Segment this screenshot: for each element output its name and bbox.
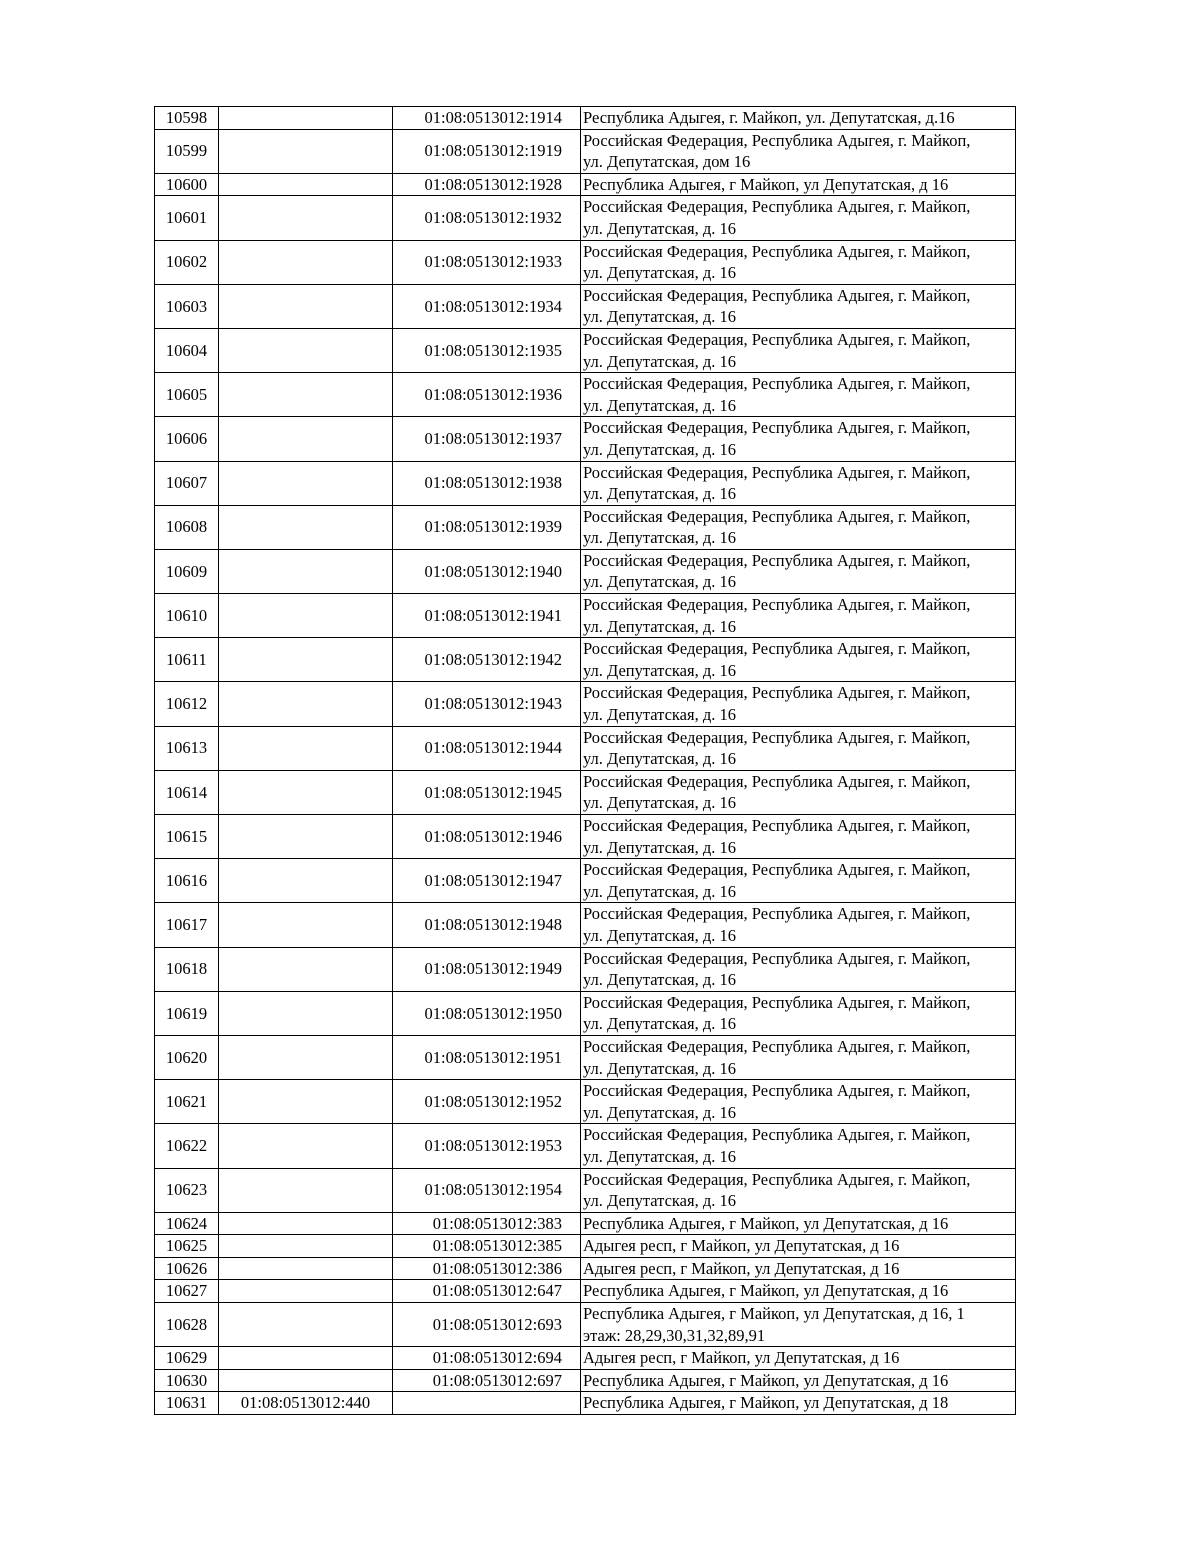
address-line: этаж: 28,29,30,31,32,89,91 (583, 1325, 766, 1345)
address-line: Российская Федерация, Республика Адыгея, г. Майкоп, (583, 1169, 971, 1189)
cadastral-number-cell (219, 328, 393, 372)
cadastral-number-cell (219, 505, 393, 549)
cadastral-number-cell: 01:08:0513012:440 (219, 1392, 393, 1415)
address-line: Российская Федерация, Республика Адыгея, г. Майкоп, (583, 241, 971, 261)
row-number-cell: 10607 (155, 461, 219, 505)
cadastral-number-cell (219, 240, 393, 284)
address-line: ул. Депутатская, д. 16 (583, 1146, 736, 1166)
address-line: Российская Федерация, Республика Адыгея, г. Майкоп, (583, 1036, 971, 1056)
cadastral-number-cell (219, 1235, 393, 1258)
table-row (155, 328, 1016, 372)
address-line: Республика Адыгея, г Майкоп, ул Депутатская, д 16 (583, 1213, 949, 1233)
cadastral-number-cell (219, 461, 393, 505)
address-line: Российская Федерация, Республика Адыгея, г. Майкоп, (583, 1125, 971, 1145)
row-number-cell: 10605 (155, 373, 219, 417)
cadastral-number-cell (219, 1257, 393, 1280)
premises-cadastral-number-cell: 01:08:0513012:1934 (393, 284, 581, 328)
row-number-cell: 10629 (155, 1347, 219, 1370)
address-line: Российская Федерация, Республика Адыгея, г. Майкоп, (583, 462, 971, 482)
row-number-cell: 10614 (155, 770, 219, 814)
address-cell (581, 770, 1016, 814)
premises-cadastral-number-cell: 01:08:0513012:1943 (393, 682, 581, 726)
premises-cadastral-number-cell: 01:08:0513012:1928 (393, 173, 581, 196)
table-row (155, 682, 1016, 726)
address-cell (581, 726, 1016, 770)
address-cell (581, 1280, 1016, 1303)
address-cell (581, 903, 1016, 947)
cadastral-number-cell (219, 1035, 393, 1079)
address-line: Российская Федерация, Республика Адыгея, г. Майкоп, (583, 904, 971, 924)
table-row (155, 1303, 1016, 1347)
row-number-cell: 10623 (155, 1168, 219, 1212)
premises-cadastral-number-cell: 01:08:0513012:1937 (393, 417, 581, 461)
address-line: ул. Депутатская, д. 16 (583, 484, 736, 504)
premises-cadastral-number-cell: 01:08:0513012:1954 (393, 1168, 581, 1212)
row-number-cell: 10599 (155, 129, 219, 173)
row-number-cell: 10630 (155, 1369, 219, 1392)
address-line: ул. Депутатская, д. 16 (583, 1102, 736, 1122)
row-number-cell: 10620 (155, 1035, 219, 1079)
row-number-cell: 10631 (155, 1392, 219, 1415)
cadastral-number-cell (219, 1212, 393, 1235)
premises-cadastral-number-cell: 01:08:0513012:1936 (393, 373, 581, 417)
cadastral-number-cell (219, 903, 393, 947)
address-cell (581, 1080, 1016, 1124)
address-cell (581, 1212, 1016, 1235)
address-line: ул. Депутатская, д. 16 (583, 1014, 736, 1034)
address-line: Российская Федерация, Республика Адыгея, г. Майкоп, (583, 329, 971, 349)
address-cell (581, 991, 1016, 1035)
premises-cadastral-number-cell: 01:08:0513012:1952 (393, 1080, 581, 1124)
cadastral-number-cell (219, 859, 393, 903)
address-line: Российская Федерация, Республика Адыгея, г. Майкоп, (583, 639, 971, 659)
address-line: Республика Адыгея, г Майкоп, ул Депутатская, д 16 (583, 174, 949, 194)
address-cell (581, 505, 1016, 549)
table-row (155, 594, 1016, 638)
premises-cadastral-number-cell: 01:08:0513012:1940 (393, 549, 581, 593)
table-row (155, 726, 1016, 770)
address-cell (581, 328, 1016, 372)
address-line: ул. Депутатская, д. 16 (583, 263, 736, 283)
cadastral-number-cell (219, 173, 393, 196)
address-line: Адыгея респ, г Майкоп, ул Депутатская, д 16 (583, 1236, 900, 1256)
premises-cadastral-number-cell: 01:08:0513012:1950 (393, 991, 581, 1035)
address-cell (581, 196, 1016, 240)
row-number-cell: 10621 (155, 1080, 219, 1124)
table-row (155, 1369, 1016, 1392)
table-row (155, 1080, 1016, 1124)
address-line: ул. Депутатская, дом 16 (583, 152, 751, 172)
address-line: Российская Федерация, Республика Адыгея, г. Майкоп, (583, 771, 971, 791)
cadastral-number-cell (219, 1369, 393, 1392)
row-number-cell: 10622 (155, 1124, 219, 1168)
row-number-cell: 10603 (155, 284, 219, 328)
row-number-cell: 10598 (155, 107, 219, 130)
table-row (155, 284, 1016, 328)
cadastral-number-cell (219, 1168, 393, 1212)
row-number-cell: 10609 (155, 549, 219, 593)
address-cell (581, 1235, 1016, 1258)
table-row (155, 1347, 1016, 1370)
premises-cadastral-number-cell: 01:08:0513012:1953 (393, 1124, 581, 1168)
premises-cadastral-number-cell: 01:08:0513012:1933 (393, 240, 581, 284)
table-row (155, 1124, 1016, 1168)
table-row (155, 505, 1016, 549)
address-cell (581, 1035, 1016, 1079)
premises-cadastral-number-cell: 01:08:0513012:1947 (393, 859, 581, 903)
address-line: Российская Федерация, Республика Адыгея, г. Майкоп, (583, 860, 971, 880)
cadastral-number-cell (219, 1280, 393, 1303)
address-line: Адыгея респ, г Майкоп, ул Депутатская, д 16 (583, 1348, 900, 1368)
address-line: Адыгея респ, г Майкоп, ул Депутатская, д 16 (583, 1258, 900, 1278)
address-line: ул. Депутатская, д. 16 (583, 837, 736, 857)
address-line: Российская Федерация, Республика Адыгея, г. Майкоп, (583, 285, 971, 305)
premises-cadastral-number-cell: 01:08:0513012:694 (393, 1347, 581, 1370)
row-number-cell: 10604 (155, 328, 219, 372)
address-line: ул. Депутатская, д. 16 (583, 970, 736, 990)
cadastral-number-cell (219, 991, 393, 1035)
cadastral-number-cell (219, 947, 393, 991)
cadastral-number-cell (219, 129, 393, 173)
cadastral-number-cell (219, 1124, 393, 1168)
address-line: Республика Адыгея, г Майкоп, ул Депутатская, д 16 (583, 1370, 949, 1390)
row-number-cell: 10627 (155, 1280, 219, 1303)
address-cell (581, 1257, 1016, 1280)
address-line: ул. Депутатская, д. 16 (583, 218, 736, 238)
address-cell (581, 107, 1016, 130)
table-row (155, 373, 1016, 417)
address-cell (581, 461, 1016, 505)
premises-cadastral-number-cell: 01:08:0513012:386 (393, 1257, 581, 1280)
address-line: ул. Депутатская, д. 16 (583, 351, 736, 371)
table-body (155, 107, 1016, 1415)
address-line: Российская Федерация, Республика Адыгея, г. Майкоп, (583, 197, 971, 217)
address-line: ул. Депутатская, д. 16 (583, 925, 736, 945)
cadastral-number-cell (219, 682, 393, 726)
address-line: ул. Депутатская, д. 16 (583, 439, 736, 459)
address-cell (581, 1168, 1016, 1212)
premises-cadastral-number-cell: 01:08:0513012:1942 (393, 638, 581, 682)
address-line: Российская Федерация, Республика Адыгея, г. Майкоп, (583, 418, 971, 438)
address-cell (581, 1303, 1016, 1347)
row-number-cell: 10626 (155, 1257, 219, 1280)
address-cell (581, 594, 1016, 638)
address-line: ул. Депутатская, д. 16 (583, 307, 736, 327)
cadastral-number-cell (219, 1347, 393, 1370)
cadastral-number-cell (219, 638, 393, 682)
table-row (155, 417, 1016, 461)
cadastral-number-cell (219, 417, 393, 461)
address-line: ул. Депутатская, д. 16 (583, 705, 736, 725)
address-line: ул. Депутатская, д. 16 (583, 572, 736, 592)
row-number-cell: 10613 (155, 726, 219, 770)
address-cell (581, 1347, 1016, 1370)
row-number-cell: 10602 (155, 240, 219, 284)
row-number-cell: 10616 (155, 859, 219, 903)
table-row (155, 173, 1016, 196)
table-row (155, 947, 1016, 991)
premises-cadastral-number-cell: 01:08:0513012:1945 (393, 770, 581, 814)
address-line: Российская Федерация, Республика Адыгея, г. Майкоп, (583, 374, 971, 394)
row-number-cell: 10612 (155, 682, 219, 726)
address-cell (581, 173, 1016, 196)
table-row (155, 770, 1016, 814)
row-number-cell: 10610 (155, 594, 219, 638)
address-line: Российская Федерация, Республика Адыгея, г. Майкоп, (583, 948, 971, 968)
cadastral-number-cell (219, 815, 393, 859)
premises-cadastral-number-cell: 01:08:0513012:1919 (393, 129, 581, 173)
address-cell (581, 417, 1016, 461)
address-line: Республика Адыгея, г Майкоп, ул Депутатская, д 18 (583, 1393, 949, 1413)
table-row (155, 638, 1016, 682)
premises-cadastral-number-cell: 01:08:0513012:1948 (393, 903, 581, 947)
address-cell (581, 549, 1016, 593)
address-line: Республика Адыгея, г Майкоп, ул Депутатская, д 16 (583, 1281, 949, 1301)
row-number-cell: 10615 (155, 815, 219, 859)
address-line: ул. Депутатская, д. 16 (583, 749, 736, 769)
cadastral-number-cell (219, 549, 393, 593)
cadastral-number-cell (219, 726, 393, 770)
property-table (154, 106, 1016, 1415)
cadastral-number-cell (219, 1080, 393, 1124)
cadastral-number-cell (219, 770, 393, 814)
premises-cadastral-number-cell: 01:08:0513012:1949 (393, 947, 581, 991)
table-row (155, 1257, 1016, 1280)
address-cell (581, 1369, 1016, 1392)
table-row (155, 815, 1016, 859)
address-cell (581, 682, 1016, 726)
address-line: Республика Адыгея, г. Майкоп, ул. Депутатская, д.16 (583, 108, 955, 127)
address-line: Республика Адыгея, г Майкоп, ул Депутатская, д 16, 1 (583, 1304, 965, 1324)
address-line: Российская Федерация, Республика Адыгея, г. Майкоп, (583, 727, 971, 747)
row-number-cell: 10618 (155, 947, 219, 991)
address-line: ул. Депутатская, д. 16 (583, 616, 736, 636)
premises-cadastral-number-cell: 01:08:0513012:1938 (393, 461, 581, 505)
cadastral-number-cell (219, 594, 393, 638)
address-cell (581, 240, 1016, 284)
table-row (155, 991, 1016, 1035)
premises-cadastral-number-cell: 01:08:0513012:1944 (393, 726, 581, 770)
address-line: Российская Федерация, Республика Адыгея, г. Майкоп, (583, 595, 971, 615)
table-row (155, 461, 1016, 505)
table-row (155, 1280, 1016, 1303)
table-row (155, 1035, 1016, 1079)
table-row (155, 129, 1016, 173)
address-line: Российская Федерация, Республика Адыгея, г. Майкоп, (583, 992, 971, 1012)
premises-cadastral-number-cell: 01:08:0513012:1935 (393, 328, 581, 372)
address-cell (581, 129, 1016, 173)
row-number-cell: 10601 (155, 196, 219, 240)
table-row (155, 1392, 1016, 1415)
table-row (155, 859, 1016, 903)
address-line: Российская Федерация, Республика Адыгея, г. Майкоп, (583, 130, 971, 150)
premises-cadastral-number-cell: 01:08:0513012:385 (393, 1235, 581, 1258)
address-cell (581, 859, 1016, 903)
row-number-cell: 10617 (155, 903, 219, 947)
premises-cadastral-number-cell (393, 1392, 581, 1415)
row-number-cell: 10625 (155, 1235, 219, 1258)
address-line: ул. Депутатская, д. 16 (583, 881, 736, 901)
cadastral-number-cell (219, 196, 393, 240)
address-line: Российская Федерация, Республика Адыгея, г. Майкоп, (583, 506, 971, 526)
premises-cadastral-number-cell: 01:08:0513012:383 (393, 1212, 581, 1235)
address-cell (581, 373, 1016, 417)
row-number-cell: 10606 (155, 417, 219, 461)
row-number-cell: 10628 (155, 1303, 219, 1347)
table-row (155, 196, 1016, 240)
address-line: ул. Депутатская, д. 16 (583, 1058, 736, 1078)
premises-cadastral-number-cell: 01:08:0513012:693 (393, 1303, 581, 1347)
table-row (155, 549, 1016, 593)
row-number-cell: 10608 (155, 505, 219, 549)
premises-cadastral-number-cell: 01:08:0513012:647 (393, 1280, 581, 1303)
address-line: ул. Депутатская, д. 16 (583, 528, 736, 548)
cadastral-number-cell (219, 1303, 393, 1347)
address-cell (581, 1124, 1016, 1168)
address-cell (581, 947, 1016, 991)
premises-cadastral-number-cell: 01:08:0513012:1946 (393, 815, 581, 859)
premises-cadastral-number-cell: 01:08:0513012:1941 (393, 594, 581, 638)
address-line: ул. Депутатская, д. 16 (583, 395, 736, 415)
row-number-cell: 10600 (155, 173, 219, 196)
address-line: ул. Депутатская, д. 16 (583, 1191, 736, 1211)
address-line: Российская Федерация, Республика Адыгея, г. Майкоп, (583, 1081, 971, 1101)
premises-cadastral-number-cell: 01:08:0513012:697 (393, 1369, 581, 1392)
address-line: Российская Федерация, Республика Адыгея, г. Майкоп, (583, 816, 971, 835)
premises-cadastral-number-cell: 01:08:0513012:1932 (393, 196, 581, 240)
row-number-cell: 10619 (155, 991, 219, 1035)
premises-cadastral-number-cell: 01:08:0513012:1951 (393, 1035, 581, 1079)
address-cell (581, 638, 1016, 682)
address-line: Российская Федерация, Республика Адыгея, г. Майкоп, (583, 550, 971, 570)
table-row (155, 903, 1016, 947)
cadastral-number-cell (219, 373, 393, 417)
cadastral-number-cell (219, 107, 393, 130)
table-row (155, 240, 1016, 284)
row-number-cell: 10611 (155, 638, 219, 682)
address-line: ул. Депутатская, д. 16 (583, 793, 736, 813)
table-row (155, 1168, 1016, 1212)
table-row (155, 1212, 1016, 1235)
table-row (155, 1235, 1016, 1258)
premises-cadastral-number-cell: 01:08:0513012:1914 (393, 107, 581, 130)
table-row (155, 107, 1016, 130)
address-cell (581, 1392, 1016, 1415)
address-cell (581, 284, 1016, 328)
address-line: Российская Федерация, Республика Адыгея, г. Майкоп, (583, 683, 971, 703)
address-cell (581, 815, 1016, 859)
premises-cadastral-number-cell: 01:08:0513012:1939 (393, 505, 581, 549)
row-number-cell: 10624 (155, 1212, 219, 1235)
cadastral-number-cell (219, 284, 393, 328)
address-line: ул. Депутатская, д. 16 (583, 660, 736, 680)
